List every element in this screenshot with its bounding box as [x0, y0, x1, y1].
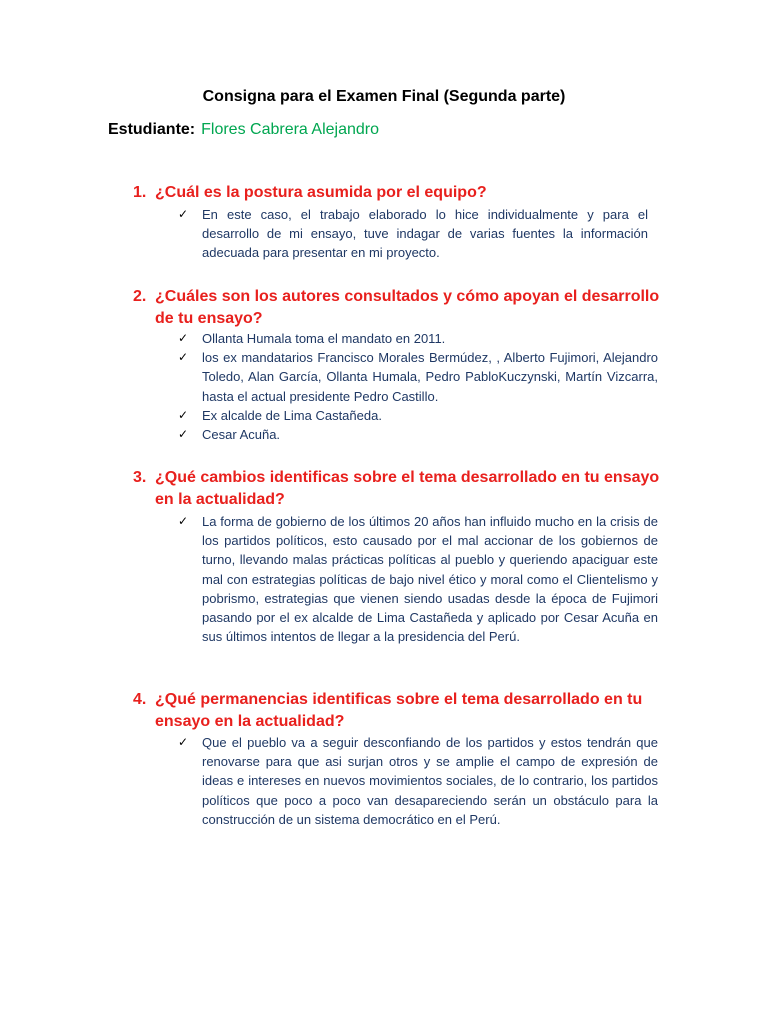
question-number: 4. — [133, 691, 147, 708]
list-item — [178, 205, 648, 263]
question-number: 1. — [133, 184, 147, 201]
checkmark-icon: ✓ — [178, 350, 189, 365]
answer-text: En este caso, el trabajo elaborado lo hice individualmente y para el desarrollo de mi ensayo, tuve indagar de varias fuentes la información adecuada para presentar en mi proyecto. — [202, 207, 648, 261]
checkmark-icon: ✓ — [178, 735, 189, 749]
list-item — [178, 348, 658, 406]
list-item — [178, 425, 658, 444]
answer-list-4 — [178, 733, 658, 829]
question-text: ¿Cuál es la postura asumida por el equipo? — [155, 184, 487, 201]
list-item — [178, 406, 658, 425]
question-2 — [133, 286, 663, 330]
checkmark-icon: ✓ — [178, 427, 189, 442]
answer-text: Que el pueblo va a seguir desconfiando de los partidos y estos tendrán que renovarse para que asi surjan otros y se amplie el campo de expresión de ideas e intereses en nuevos movimientos sociales, de lo contrario, los partidos políticos que poco a poco van desapareciendo serán un obstáculo para la construcción de un sistema democrático en el Perú. — [202, 735, 658, 827]
question-1 — [133, 182, 663, 204]
answer-text: Ollanta Humala toma el mandato en 2011. — [202, 331, 446, 346]
list-item — [178, 512, 658, 646]
answer-list-2 — [178, 329, 658, 444]
checkmark-icon: ✓ — [178, 207, 189, 221]
checkmark-icon: ✓ — [178, 407, 189, 422]
question-number: 2. — [133, 288, 147, 305]
document-title — [0, 88, 768, 106]
answer-list-3 — [178, 512, 658, 646]
question-text: ¿Qué cambios identificas sobre el tema desarrollado en tu ensayo en la actualidad? — [155, 469, 660, 508]
answer-text: La forma de gobierno de los últimos 20 años han influido mucho en la crisis de los partidos políticos, esto causado por el mal accionar de los gobiernos de turno, llevando malas prácticas políticas al pueblo y queriendo apaciguar este mal con estrategias políticas de bajo nivel ético y moral como el Clientelismo y pobrismo, estrategias que vienen siendo usadas desde la época de Fujimori pasando por el ex alcalde de Lima Castañeda y aplicado por Cesar Acuña en sus últimos intentos de llegar a la presidencia del Perú. — [202, 514, 658, 645]
question-3 — [133, 467, 663, 511]
answer-text: Ex alcalde de Lima Castañeda. — [202, 407, 382, 423]
student-line — [108, 121, 379, 139]
question-text: ¿Qué permanencias identificas sobre el tema desarrollado en tu ensayo en la actualidad? — [155, 691, 643, 730]
list-item — [178, 329, 658, 348]
question-number: 3. — [133, 469, 147, 486]
answer-list-1 — [178, 205, 648, 263]
student-label: Estudiante: — [108, 121, 196, 138]
question-4 — [133, 689, 663, 733]
answer-text: Cesar Acuña. — [202, 427, 281, 443]
checkmark-icon: ✓ — [178, 331, 189, 345]
question-text: ¿Cuáles son los autores consultados y cómo apoyan el desarrollo de tu ensayo? — [155, 288, 660, 327]
checkmark-icon: ✓ — [178, 514, 189, 528]
student-name: Flores Cabrera Alejandro — [201, 121, 379, 138]
document-title-text: Consigna para el Examen Final (Segunda parte) — [202, 88, 566, 105]
list-item — [178, 733, 658, 829]
answer-text: los ex mandatarios Francisco Morales Bermúdez, , Alberto Fujimori, Alejandro Toledo, Alan García, Ollanta Humala, Pedro PabloKuczynski, Martín Vizcarra, hasta el actual presidente Pedro Castillo. — [202, 350, 658, 404]
